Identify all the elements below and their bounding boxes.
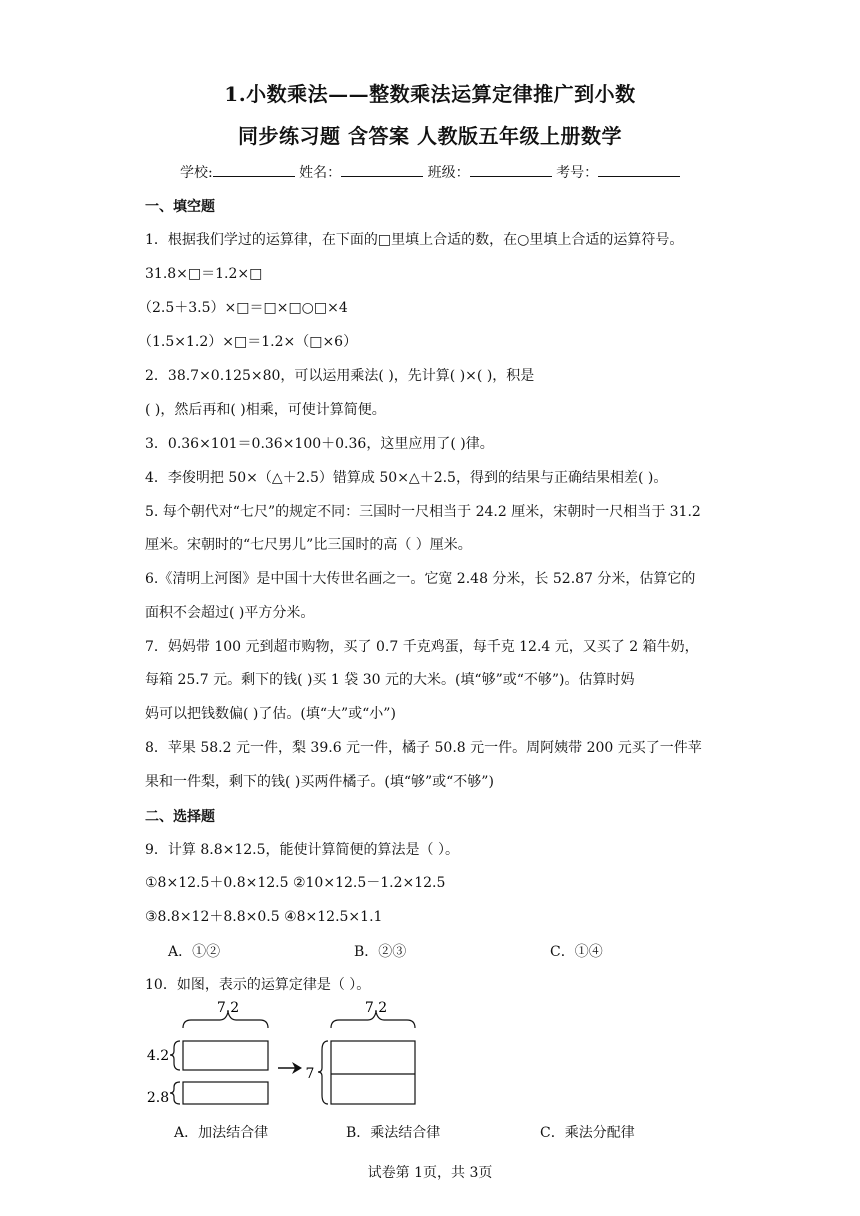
- page-subtitle: 同步练习题 含答案 人教版五年级上册数学: [238, 124, 622, 148]
- question-9-row2: ③8.8×12＋8.8×0.5 ④8×12.5×1.1: [145, 909, 383, 925]
- right-height-label: 7: [305, 1066, 315, 1082]
- question-line: 3．0.36×101＝0.36×100＋0.36，这里应用了( )律。: [145, 436, 494, 452]
- question-line: ( )，然后再和( )相乘，可使计算简便。: [145, 402, 386, 418]
- question-line: 5. 每个朝代对“七尺”的规定不同：三国时一尺相当于 24.2 厘米，宋朝时一尺相当于 31.2: [145, 504, 701, 520]
- question-line: 妈可以把钱数偏( )了估。(填“大”或“小”): [145, 706, 396, 722]
- option-b[interactable]: B．乘法结合律: [346, 1125, 441, 1141]
- option-a[interactable]: A．加法结合律: [174, 1125, 269, 1141]
- question-line: 2．38.7×0.125×80，可以运用乘法( )，先计算( )×( )，积是: [145, 368, 535, 384]
- right-width-label: 7.2: [364, 1000, 388, 1016]
- question-line: 7．妈妈带 100 元到超市购物，买了 0.7 千克鸡蛋，每千克 12.4 元，又买了 2 箱牛奶，: [145, 639, 699, 655]
- school-label: 学校:: [180, 165, 213, 181]
- left-top-height-label: 4.2: [146, 1048, 170, 1064]
- question-line: 8．苹果 58.2 元一件，梨 39.6 元一件，橘子 50.8 元一件。周阿姨带 200 元买了一件苹: [145, 740, 702, 756]
- question-line: （2.5＋3.5）×□＝□×□○□×4: [138, 300, 348, 316]
- question-line: 1．根据我们学过的运算律，在下面的□里填上合适的数，在○里填上合适的运算符号。: [145, 232, 684, 248]
- left-width-label: 7.2: [216, 1000, 240, 1016]
- page-footer: 试卷第 1页，共 3页: [367, 1165, 493, 1181]
- question-line: 6.《清明上河图》是中国十大传世名画之一。它宽 2.48 分米，长 52.87 分米，估算它的: [145, 571, 696, 587]
- option-c[interactable]: C．乘法分配律: [540, 1125, 635, 1141]
- left-top-brace: [170, 1041, 180, 1070]
- section-fill-title: 一、填空题: [145, 199, 215, 215]
- question-line: 每箱 25.7 元。剩下的钱( )买 1 袋 30 元的大米。(填“够”或“不够”)。估算时妈: [145, 672, 635, 688]
- option-b[interactable]: B．②③: [354, 944, 407, 960]
- page-title: 1.小数乘法——整数乘法运算定律推广到小数: [224, 82, 636, 106]
- left-bottom-height-label: 2.8: [146, 1090, 170, 1106]
- question-line: 4．李俊明把 50×（△＋2.5）错算成 50×△＋2.5，得到的结果与正确结果相差( )。: [145, 470, 668, 486]
- class-label: 班级：: [427, 165, 470, 181]
- exam-no-blank[interactable]: [598, 162, 680, 177]
- question-line: 果和一件梨，剩下的钱( )买两件橘子。(填“够”或“不够”): [145, 774, 494, 790]
- option-c[interactable]: C．①④: [550, 944, 603, 960]
- question-line: （1.5×1.2）×□＝1.2×（□×6）: [138, 334, 358, 350]
- question-line: 31.8×□＝1.2×□: [145, 266, 263, 282]
- name-label: 姓名：: [299, 165, 342, 181]
- question-10-figure: [140, 998, 460, 1116]
- question-line: 面积不会超过( )平方分米。: [145, 605, 315, 621]
- section-choice-title: 二、选择题: [145, 809, 215, 825]
- question-9-row1: ①8×12.5＋0.8×12.5 ②10×12.5－1.2×12.5: [145, 875, 446, 891]
- right-height-brace: [318, 1041, 328, 1104]
- name-blank[interactable]: [341, 162, 423, 177]
- left-top-rect: [183, 1041, 268, 1070]
- right-rect: [331, 1041, 415, 1104]
- question-10-stem: 10．如图，表示的运算定律是（ ）。: [145, 977, 371, 993]
- question-line: 厘米。宋朝时的“七尺男儿”比三国时的高（ ）厘米。: [145, 537, 472, 553]
- option-a[interactable]: A．①②: [168, 944, 221, 960]
- left-bottom-rect: [183, 1082, 268, 1104]
- left-bottom-brace: [170, 1082, 180, 1104]
- exam-no-label: 考号：: [556, 165, 599, 181]
- student-info-row: [180, 162, 680, 182]
- question-9-stem: 9．计算 8.8×12.5，能使计算简便的算法是（ ）。: [145, 842, 459, 858]
- school-blank[interactable]: [213, 162, 295, 177]
- class-blank[interactable]: [470, 162, 552, 177]
